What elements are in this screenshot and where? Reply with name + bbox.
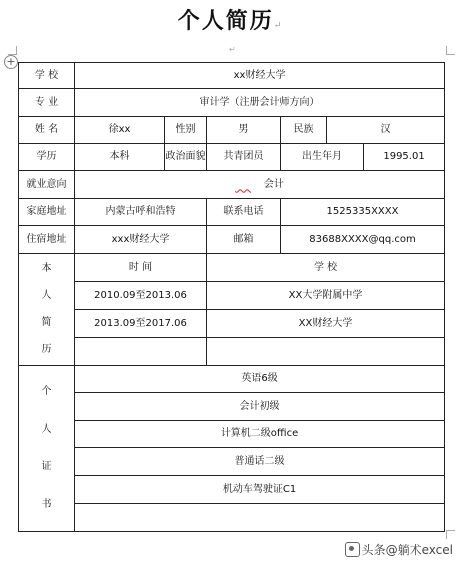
major-value[interactable]: 审计学（注册会计师方向）	[75, 89, 445, 117]
toutiao-logo-icon	[345, 542, 360, 557]
table-row	[19, 338, 445, 366]
email-label: 邮箱	[207, 226, 281, 254]
row-school	[19, 63, 445, 89]
row-name	[19, 117, 445, 144]
school-label: 学 校	[19, 63, 75, 89]
home-value[interactable]: 内蒙古呼和浩特	[75, 199, 207, 226]
history-school-1[interactable]: XX大学附属中学	[207, 282, 445, 310]
political-label: 政治面貌	[165, 144, 207, 171]
history-school-2[interactable]: XX财经大学	[207, 310, 445, 338]
gender-value[interactable]: 男	[207, 117, 281, 144]
cert-row	[19, 476, 445, 504]
career-value[interactable]: 会计	[75, 171, 445, 199]
political-value[interactable]: 共青团员	[207, 144, 281, 171]
margin-corner-icon	[446, 46, 455, 55]
cert-item-2[interactable]: 会计初级	[75, 393, 445, 421]
table-move-handle-icon[interactable]: +	[4, 55, 18, 69]
watermark: 头条@躺术excel	[345, 541, 453, 558]
history-header-row	[19, 254, 445, 282]
table-row	[19, 282, 445, 310]
resume-table	[18, 62, 445, 532]
history-time-empty[interactable]	[75, 338, 207, 366]
residence-value[interactable]: xxx财经大学	[75, 226, 207, 254]
birth-value[interactable]: 1995.01	[364, 144, 445, 171]
cert-item-empty[interactable]	[75, 504, 445, 532]
school-value[interactable]: xx财经大学	[75, 63, 445, 89]
career-label: 就业意向	[19, 171, 75, 199]
row-major	[19, 89, 445, 117]
residence-label: 住宿地址	[19, 226, 75, 254]
history-time-1[interactable]: 2010.09至2013.06	[75, 282, 207, 310]
cert-row	[19, 504, 445, 532]
name-label: 姓 名	[19, 117, 75, 144]
paragraph-mark: ↵	[229, 45, 236, 54]
cert-row	[19, 393, 445, 421]
history-time-2[interactable]: 2013.09至2017.06	[75, 310, 207, 338]
ethnicity-label: 民族	[281, 117, 327, 144]
cert-row	[19, 448, 445, 476]
table-row	[19, 310, 445, 338]
history-school-empty[interactable]	[207, 338, 445, 366]
education-label: 学历	[19, 144, 75, 171]
cert-item-5[interactable]: 机动车驾驶证C1	[75, 476, 445, 504]
history-school-header: 学 校	[207, 254, 445, 282]
cert-item-1[interactable]: 英语6级	[75, 366, 445, 393]
margin-corner-icon	[8, 46, 17, 55]
phone-value[interactable]: 1525335XXXX	[281, 199, 445, 226]
education-value[interactable]: 本科	[75, 144, 165, 171]
cert-row	[19, 421, 445, 448]
margin-corner-icon	[446, 530, 455, 539]
cert-item-4[interactable]: 普通话二级	[75, 448, 445, 476]
major-label: 专 业	[19, 89, 75, 117]
cert-section-label: 个 人 证 书	[19, 366, 75, 532]
history-section-label: 本 人 简 历	[19, 254, 75, 366]
cert-row	[19, 366, 445, 393]
row-education	[19, 144, 445, 171]
row-residence	[19, 226, 445, 254]
home-label: 家庭地址	[19, 199, 75, 226]
name-value[interactable]: 徐xx	[75, 117, 165, 144]
gender-label: 性别	[165, 117, 207, 144]
page-title: 个人简历↵	[177, 8, 284, 34]
ethnicity-value[interactable]: 汉	[327, 117, 445, 144]
history-time-header: 时 间	[75, 254, 207, 282]
cert-item-3[interactable]: 计算机二级office	[75, 421, 445, 448]
row-home	[19, 199, 445, 226]
email-value[interactable]: 83688XXXX@qq.com	[281, 226, 445, 254]
row-career	[19, 171, 445, 199]
birth-label: 出生年月	[281, 144, 364, 171]
phone-label: 联系电话	[207, 199, 281, 226]
